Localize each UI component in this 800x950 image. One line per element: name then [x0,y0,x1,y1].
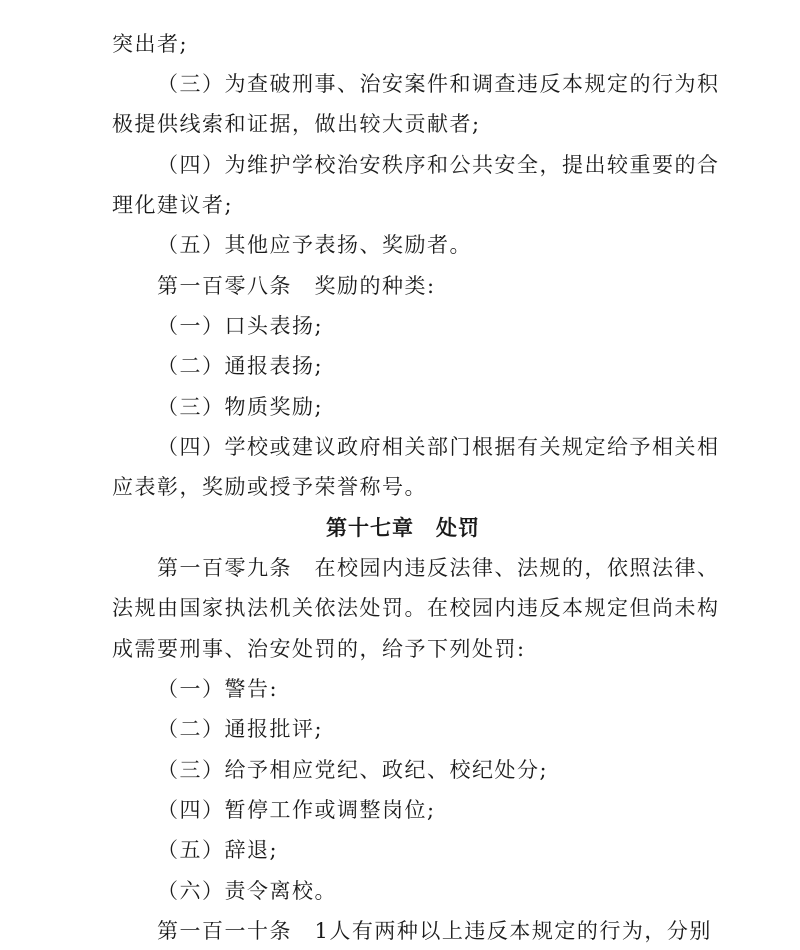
paragraph-line: 极提供线索和证据，做出较大贡献者; [112,112,481,136]
chapter-heading: 第十七章 处罚 [326,516,480,540]
list-item: （三）给予相应党纪、政纪、校纪处分; [157,758,549,782]
article-109: 第一百零九条 在校园内违反法律、法规的，依照法律、 [157,556,720,580]
paragraph-line: 突出者; [112,32,189,56]
list-item: （三）为查破刑事、治安案件和调查违反本规定的行为积 [157,72,720,96]
list-item: （六）责令离校。 [157,879,337,903]
paragraph-line: 理化建议者; [112,193,234,217]
list-item: （五）其他应予表扬、奖励者。 [157,233,472,257]
list-item: （二）通报表扬; [157,354,324,378]
list-item: （二）通报批评; [157,717,324,741]
list-item: （一）口头表扬; [157,314,324,338]
list-item: （四）为维护学校治安秩序和公共安全，提出较重要的合 [157,153,720,177]
paragraph-line: 法规由国家执法机关依法处罚。在校园内违反本规定但尚未构 [112,596,720,620]
paragraph-line: 成需要刑事、治安处罚的，给予下列处罚: [112,637,526,661]
list-item: （三）物质奖励; [157,395,324,419]
list-item: （四）暂停工作或调整岗位; [157,798,436,822]
paragraph-line: 应表彰，奖励或授予荣誉称号。 [112,475,427,499]
article-110: 第一百一十条 1人有两种以上违反本规定的行为，分别 [157,919,712,943]
list-item: （一）警告: [157,677,279,701]
list-item: （四）学校或建议政府相关部门根据有关规定给予相关相 [157,435,720,459]
article-108: 第一百零八条 奖励的种类: [157,274,436,298]
list-item: （五）辞退; [157,838,279,862]
